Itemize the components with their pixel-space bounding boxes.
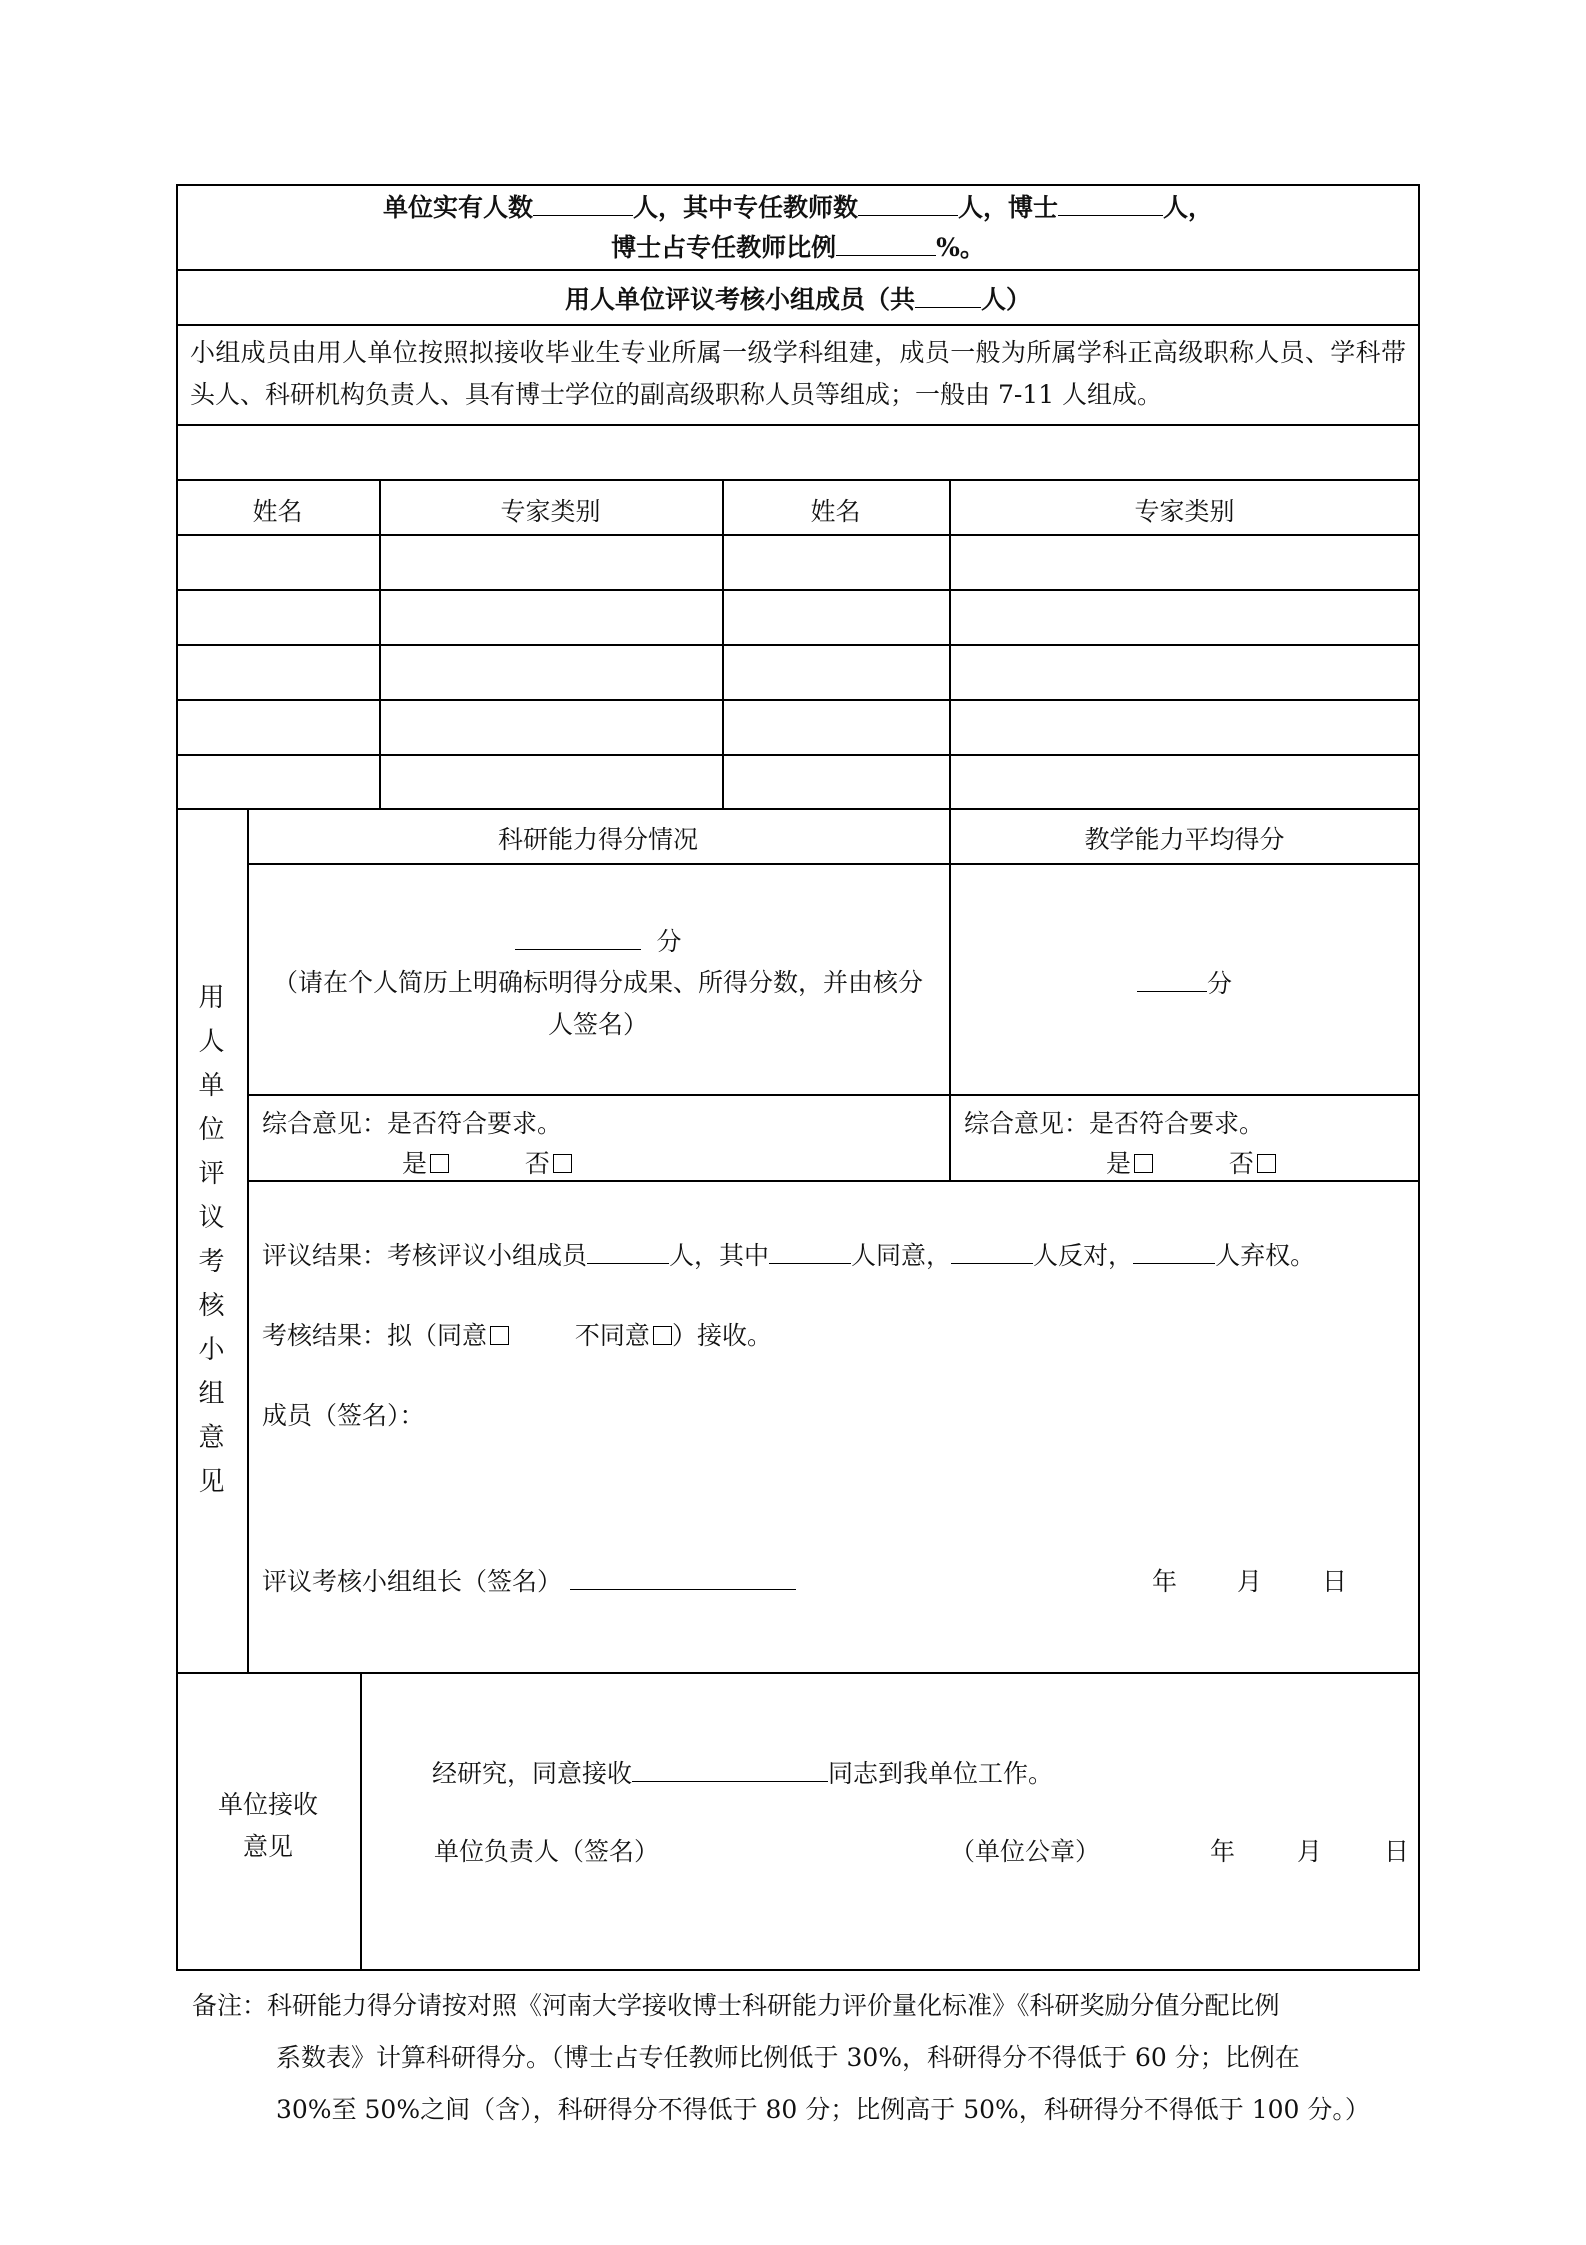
research-yes-label: 是 <box>402 1149 428 1178</box>
leader-signature-blank[interactable] <box>570 1567 796 1590</box>
vote-abstain-label: 人弃权。 <box>1215 1241 1316 1270</box>
unit-day-label: 日 <box>1384 1837 1410 1866</box>
leader-year-label: 年 <box>1152 1567 1178 1596</box>
rule-14 <box>176 1672 1420 1674</box>
unit-opinion-label <box>176 1784 360 1868</box>
teaching-yes-label: 是 <box>1106 1149 1132 1178</box>
staff-count-line-2 <box>176 228 1420 268</box>
teaching-score-unit: 分 <box>1206 969 1232 998</box>
rule-13 <box>247 1180 1420 1182</box>
col-type-1: 专家类别 <box>500 497 601 526</box>
member-name-cell[interactable] <box>178 756 377 806</box>
leader-signature-line <box>262 1562 796 1598</box>
rule-1 <box>176 269 1420 271</box>
teaching-overall-choice <box>1106 1144 1276 1180</box>
assess-agree-checkbox[interactable] <box>490 1326 509 1345</box>
vote-total-blank[interactable] <box>587 1241 669 1264</box>
accepted-person-blank[interactable] <box>632 1759 828 1782</box>
border-bottom <box>176 1969 1420 1971</box>
unit-agree-end: 同志到我单位工作。 <box>828 1759 1054 1788</box>
vote-oppose-label: 人反对， <box>1033 1241 1134 1270</box>
unit-year-label: 年 <box>1210 1837 1236 1866</box>
panel-size-blank[interactable] <box>915 285 981 308</box>
teaching-overall-label: 综合意见：是否符合要求。 <box>964 1109 1265 1138</box>
unit-agree-line <box>432 1754 1053 1790</box>
panel-title-cell <box>176 280 1420 316</box>
staff-count-line-1 <box>176 188 1420 228</box>
unit-head-signature-label: 单位负责人（签名） <box>434 1837 660 1866</box>
teaching-score-header: 教学能力平均得分 <box>1084 825 1285 854</box>
remark-line-3: 30%至 50%之间（含），科研得分不得低于 80 分；比例高于 50%，科研得分不得低于 100 分。） <box>276 2095 1370 2124</box>
leader-date <box>1152 1562 1347 1598</box>
research-overall-choice <box>402 1144 572 1180</box>
member-name-cell[interactable] <box>178 646 377 698</box>
assess-disagree-checkbox[interactable] <box>653 1326 672 1345</box>
vote-result-line <box>262 1236 1315 1272</box>
teaching-score-blank[interactable] <box>1137 969 1207 992</box>
phd-ratio-unit: %。 <box>936 233 985 262</box>
research-no-label: 否 <box>524 1149 550 1178</box>
member-name-cell[interactable] <box>178 536 377 588</box>
member-rows <box>176 534 1420 808</box>
unit-seal-label: （单位公章） <box>950 1837 1101 1866</box>
rule-12 <box>247 1094 1420 1096</box>
members-signature-label: 成员（签名）： <box>262 1401 425 1430</box>
research-overall-label: 综合意见：是否符合要求。 <box>262 1109 563 1138</box>
research-score-header: 科研能力得分情况 <box>497 825 698 854</box>
assess-end-label: ）接收。 <box>671 1321 772 1350</box>
rule-4 <box>176 479 1420 481</box>
member-name-cell[interactable] <box>178 591 377 643</box>
actual-staff-blank[interactable] <box>533 193 633 216</box>
phd-label: 人，博士 <box>958 193 1059 222</box>
fulltime-teacher-blank[interactable] <box>858 193 958 216</box>
staff-count-cell <box>176 188 1420 268</box>
opinion-side-label: 用人单位评议考核小组意见 <box>198 983 225 1497</box>
teaching-score-line <box>949 964 1420 1000</box>
vote-abstain-blank[interactable] <box>1133 1241 1215 1264</box>
panel-title: 用人单位评议考核小组成员（共 <box>564 285 915 314</box>
member-name-cell[interactable] <box>178 701 377 753</box>
col-name-2: 姓名 <box>810 497 861 526</box>
vote-agree-blank[interactable] <box>769 1241 851 1264</box>
panel-title-end: 人） <box>981 285 1032 314</box>
research-score-note: （请在个人简历上明确标明得分成果、所得分数，并由核分人签名） <box>272 968 923 1039</box>
vote-oppose-blank[interactable] <box>951 1241 1033 1264</box>
leader-month-label: 月 <box>1237 1567 1263 1596</box>
research-score-line <box>247 922 949 958</box>
assessment-result-line <box>262 1316 772 1352</box>
research-yes-checkbox[interactable] <box>430 1154 449 1173</box>
col-type-2: 专家类别 <box>1134 497 1235 526</box>
actual-staff-label: 单位实有人数 <box>382 193 533 222</box>
assess-disagree-label: 不同意 <box>574 1321 650 1350</box>
vote-result-label: 评议结果：考核评议小组成员 <box>262 1241 588 1270</box>
phd-blank[interactable] <box>1058 193 1163 216</box>
teaching-no-checkbox[interactable] <box>1257 1154 1276 1173</box>
teaching-no-label: 否 <box>1228 1149 1254 1178</box>
rule-2 <box>176 324 1420 326</box>
phd-unit: 人， <box>1163 193 1214 222</box>
vote-among-label: 人，其中 <box>669 1241 770 1270</box>
remark <box>192 1980 1370 2136</box>
form-grid <box>176 184 1420 1970</box>
remark-line-1: 备注：科研能力得分请按对照《河南大学接收博士科研能力评价量化标准》《科研奖励分值分配比例 <box>192 1991 1280 2020</box>
col-name-1: 姓名 <box>252 497 303 526</box>
teaching-yes-checkbox[interactable] <box>1134 1154 1153 1173</box>
rule-10 <box>176 808 1420 810</box>
unit-opinion-label-1: 单位接收 <box>217 1790 318 1819</box>
research-no-checkbox[interactable] <box>553 1154 572 1173</box>
unit-opinion-label-2: 意见 <box>242 1832 293 1861</box>
unit-month-label: 月 <box>1297 1837 1323 1866</box>
leader-day-label: 日 <box>1322 1567 1348 1596</box>
fulltime-teacher-label: 人，其中专任教师数 <box>632 193 858 222</box>
rule-3 <box>176 424 1420 426</box>
phd-ratio-blank[interactable] <box>836 233 936 256</box>
opinion-side-cell <box>176 808 247 1672</box>
leader-signature-label: 评议考核小组组长（签名） <box>262 1567 563 1596</box>
vote-agree-label: 人同意， <box>851 1241 952 1270</box>
research-score-blank[interactable] <box>515 927 641 950</box>
rule-11 <box>247 863 1420 865</box>
remark-line-2: 系数表》计算科研得分。（博士占专任教师比例低于 30%，科研得分不得低于 60 分；比例在 <box>276 2043 1300 2072</box>
unit-date <box>1210 1832 1409 1868</box>
unit-rule <box>360 1672 362 1969</box>
phd-ratio-label: 博士占专任教师比例 <box>611 233 837 262</box>
border-right <box>1418 184 1420 1970</box>
assess-agree-label: 考核结果：拟（同意 <box>262 1321 488 1350</box>
border-top <box>176 184 1420 186</box>
unit-agree-label: 经研究，同意接收 <box>432 1759 633 1788</box>
panel-note: 小组成员由用人单位按照拟接收毕业生专业所属一级学科组建，成员一般为所属学科正高级职称人员、学科带头人、科研机构负责人、具有博士学位的副高级职称人员等组成；一般由 7-11 人组成。 <box>190 338 1406 409</box>
research-score-unit: 分 <box>656 927 682 956</box>
